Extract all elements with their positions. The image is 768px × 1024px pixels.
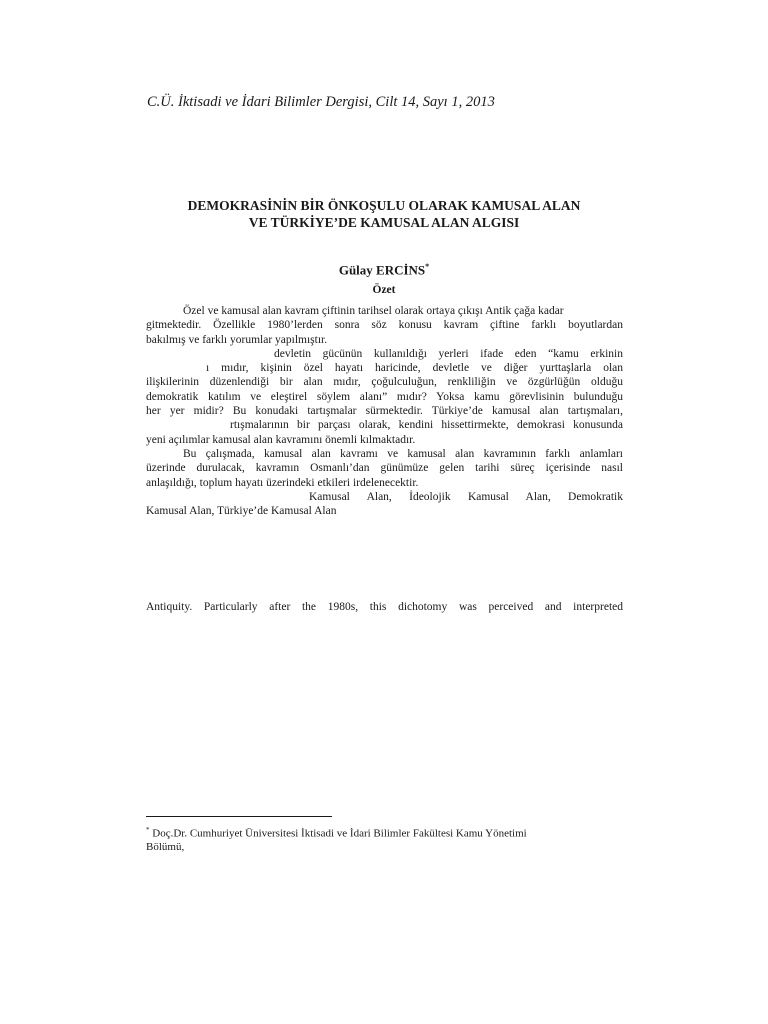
footnote-text: Doç.Dr. Cumhuriyet Üniversitesi İktisadi ve İdari Bilimler Fakültesi Kamu Yönetimi — [149, 827, 527, 840]
keywords-line: Kamusal Alan, Türkiye’de Kamusal Alan — [146, 505, 337, 518]
abstract-body — [146, 304, 623, 518]
abstract-line: ilişkilerinin düzenlendiği bir alan mıdır, çoğulculuğun, renkliliğin ve özgürlüğün olduğu — [146, 376, 623, 389]
footnote-marker: * — [146, 826, 150, 834]
footnote — [146, 824, 623, 855]
abstract-line: bakılmış ve farklı yorumlar yapılmıştır. — [146, 333, 328, 346]
abstract-line: gitmektedir. Özellikle 1980’lerden sonra söz konusu kavram çiftine farklı boyutlardan — [146, 319, 623, 332]
author-footnote-marker: * — [425, 262, 430, 271]
abstract-line: devletin gücünün kullanıldığı yerleri ifade eden “kamu erkinin — [274, 347, 623, 360]
footnote-line-2: Bölümü, — [146, 841, 185, 854]
abstract-line: her yer midir? Bu konudaki tartışmalar sürmektedir. Türkiye’de kamusal alan tartışmaları, — [146, 405, 623, 418]
footnote-rule — [146, 816, 332, 817]
title-line-2: VE TÜRKİYE’DE KAMUSAL ALAN ALGISI — [248, 215, 520, 230]
abstract-line: Bu çalışmada, kamusal alan kavramı ve kamusal alan kavramının farklı anlamları — [183, 447, 623, 460]
keywords-line: Kamusal Alan, İdeolojik Kamusal Alan, Demokratik — [309, 490, 623, 503]
author-name: Gülay ERCİNS — [338, 262, 426, 278]
english-abstract-line: Antiquity. Particularly after the 1980s, this dichotomy was perceived and interpreted — [146, 601, 623, 613]
abstract-line: Özel ve kamusal alan kavram çiftinin tarihsel olarak ortaya çıkışı Antik çağa kadar — [183, 305, 564, 317]
abstract-line: anlaşıldığı, toplum hayatı üzerindeki etkileri irdelenecektir. — [146, 476, 419, 489]
title-line-1: DEMOKRASİNİN BİR ÖNKOŞULU OLARAK KAMUSAL ALAN — [187, 198, 581, 213]
footnote-line-1 — [146, 824, 623, 841]
abstract-heading: Özet — [372, 284, 396, 296]
english-abstract — [146, 600, 623, 614]
abstract-line: rtışmalarının bir parçası olarak, kendini hissettirmekte, demokrasi konusunda — [230, 419, 623, 432]
abstract-line: yeni açılımlar kamusal alan kavramını önemli kılmaktadır. — [146, 433, 416, 446]
author — [120, 262, 648, 278]
abstract-line: demokratik katılım ve eleştirel söylem alanı” mıdır? Yoksa kamu görevlisinin bulunduğu — [146, 390, 623, 403]
abstract-line: ı mıdır, kişinin özel hayatı haricinde, devletle ve diğer yurttaşlarla olan — [206, 362, 623, 375]
paper-title — [120, 197, 648, 231]
abstract-line: üzerinde durulacak, kavramın Osmanlı’dan günümüze gelen tarihi süreç içerisinde nasıl — [146, 462, 623, 475]
journal-header: C.Ü. İktisadi ve İdari Bilimler Dergisi, Cilt 14, Sayı 1, 2013 — [147, 94, 495, 110]
